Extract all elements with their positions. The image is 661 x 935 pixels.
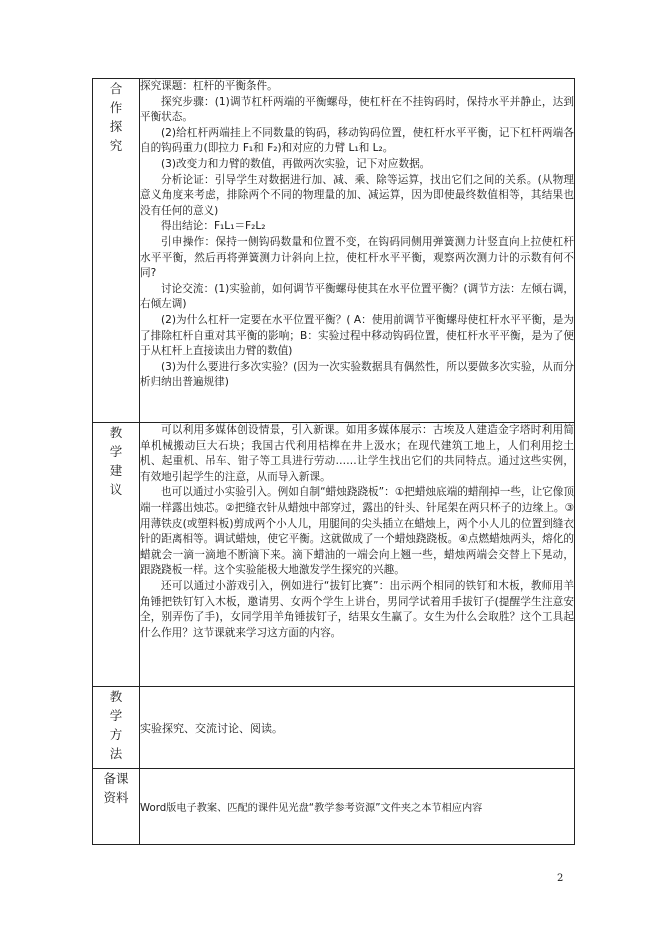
- page-number: 2: [557, 873, 564, 884]
- row-label-material-text: 备课 资料: [103, 771, 129, 805]
- inquiry-analysis: 分析论证：引导学生对数据进行加、减、乘、除等运算，找出它们之间的关系。(从物理意义角度来考虑，排除两个不同的物理量的加、减运算，因为即使最终数值相等，其结果也没有任何的意义): [140, 173, 574, 217]
- method-row: [93, 687, 575, 769]
- inquiry-conclusion: 得出结论：F₁L₁＝F₂L₂: [161, 220, 266, 233]
- inquiry-step-3: (3)改变力和力臂的数值，再做两次实验，记下对应数据。: [161, 157, 431, 170]
- row-label-advice: [93, 423, 140, 687]
- inquiry-discussion-3: (3)为什么要进行多次实验？(因为一次实验数据具有偶然性，所以要做多次实验，从而分析归纳出普遍规律): [140, 360, 574, 389]
- inquiry-step-1: 探究步骤：(1)调节杠杆两端的平衡螺母，使杠杆在不挂钩码时，保持水平并静止，达到平衡状态。: [140, 95, 574, 124]
- advice-experiment: 也可以通过小实验引入。例如自制“蜡烛跷跷板”：①把蜡烛底端的蜡削掉一些，让它像顶端一样露出烛芯。②把缝衣针从蜡烛中部穿过，露出的针头、针尾架在两只杯子的边缘上。③用薄铁皮(或塑料板)剪成两个小人儿，用腿间的尖头插立在蜡烛上，两个小人儿的位置到缝衣针的距离相等。调试蜡烛，使它平衡。这就做成了一个蜡烛跷跷板。④点燃蜡烛两头，熔化的蜡就会一滴一滴地不断滴下来。滴下蜡油的一端会向上翘一些，蜡烛两端会交替上下晃动，跟跷跷板一样。这个实验能极大地激发学生探究的兴趣。: [140, 486, 574, 577]
- advice-row: [93, 423, 575, 687]
- row-label-inquiry-text: 合 作 探 究: [109, 81, 123, 153]
- advice-game: 还可以通过小游戏引入，例如进行“拔钉比赛”：出示两个相同的铁钉和木板，教师用羊角锤把铁钉钉入木板，邀请男、女两个学生上讲台，男同学试着用手拔钉子(提醒学生注意安全，别弄伤了手)，女同学用羊角锤拔钉子，结果女生赢了。女生为什么会取胜？这个工具起什么作用？这节课就来学习这方面的内容。: [140, 579, 574, 639]
- inquiry-discussion-1: 讨论交流：(1)实验前，如何调节平衡螺母使其在水平位置平衡？(调节方法：左倾右调，右倾左调): [140, 282, 574, 311]
- lesson-plan-table: [92, 78, 575, 845]
- inquiry-row: [93, 79, 575, 423]
- row-label-material: [93, 769, 140, 845]
- material-content: Word版电子教案、匹配的课件见光盘“教学参考资源”文件夹之本节相应内容: [140, 769, 575, 845]
- row-label-advice-text: 教 学 建 议: [109, 425, 123, 497]
- advice-content: [140, 423, 575, 687]
- row-label-method: [93, 687, 140, 769]
- row-label-inquiry: [93, 79, 140, 423]
- inquiry-extension: 引申操作：保持一侧钩码数量和位置不变，在钩码同侧用弹簧测力计竖直向上拉使杠杆水平平衡，然后再将弹簧测力计斜向上拉，使杠杆水平平衡，观察两次测力计的示数有何不同?: [140, 235, 574, 280]
- inquiry-content: [140, 79, 575, 423]
- advice-multimedia: 可以利用多媒体创设情景，引入新课。如用多媒体展示：古埃及人建造金字塔时利用简单机械搬动巨大石块；我国古代利用桔槔在井上汲水；在现代建筑工地上，人们利用挖土机、起重机、吊车、钳子等工具进行劳动……让学生找出它们的共同特点。通过这些实例，有效地引起学生的注意，从而导入新课。: [140, 424, 574, 483]
- inquiry-step-2: (2)给杠杆两端挂上不同数量的钩码，移动钩码位置，使杠杆水平平衡，记下杠杆两端各自的钩码重力(即拉力 F₁和 F₂)和对应的力臂 L₁和 L₂。: [140, 126, 574, 155]
- method-content: 实验探究、交流讨论、阅读。: [140, 687, 575, 769]
- material-row: [93, 769, 575, 845]
- row-label-method-text: 教 学 方 法: [109, 689, 123, 761]
- inquiry-discussion-2: (2)为什么杠杆一定要在水平位置平衡？( A：使用前调节平衡螺母使杠杆水平平衡，是为了排除杠杆自重对其平衡的影响；B：实验过程中移动钩码位置，使杠杆水平平衡，是为了便于从杠杆上直接读出力臂的数值): [140, 313, 574, 358]
- inquiry-topic: 探究课题：杠杆的平衡条件。: [140, 80, 278, 92]
